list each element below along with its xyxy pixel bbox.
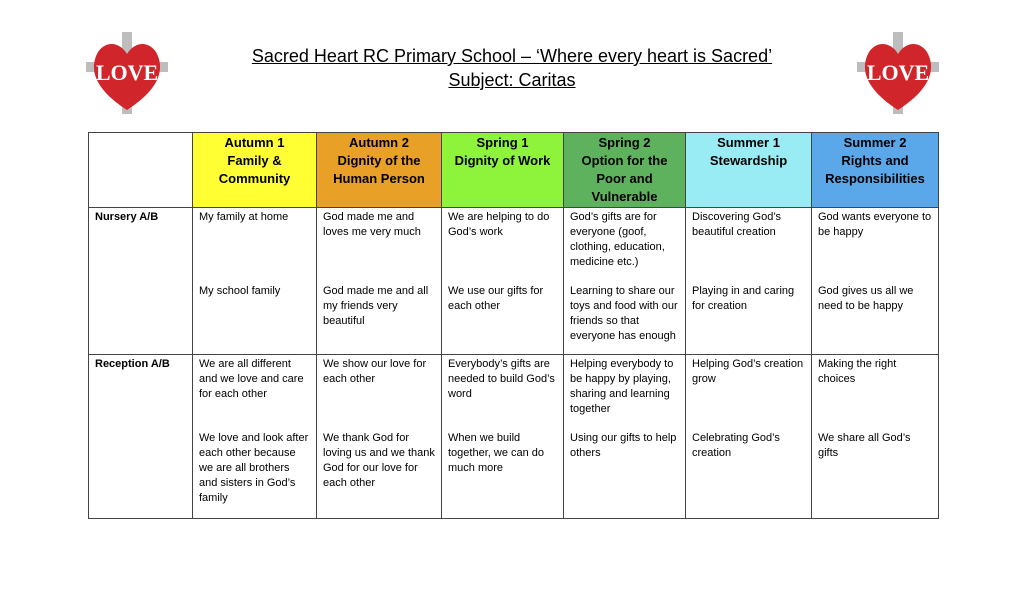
row-label-nursery: Nursery A/B bbox=[89, 208, 193, 355]
table-cell: Making the right choices We share all God’s gifts bbox=[812, 355, 939, 519]
header-cell-spring-2: Spring 2 Option for the Poor and Vulnerable bbox=[564, 133, 686, 208]
table-header-row bbox=[89, 133, 939, 208]
row-label-reception: Reception A/B bbox=[89, 355, 193, 519]
svg-text:LOVE: LOVE bbox=[866, 60, 930, 85]
table-cell: God’s gifts are for everyone (goof, clothing, education, medicine etc.) Learning to share our toys and food with our friends so that everyone has enough bbox=[564, 208, 686, 355]
header-cell-autumn-2: Autumn 2 Dignity of the Human Person bbox=[317, 133, 442, 208]
document-title: Sacred Heart RC Primary School – ‘Where every heart is Sacred’ bbox=[251, 46, 773, 66]
table-row-reception bbox=[89, 355, 939, 519]
svg-text:LOVE: LOVE bbox=[95, 60, 159, 85]
table-cell: My family at home My school family bbox=[193, 208, 317, 355]
table-cell: Helping everybody to be happy by playing, sharing and learning together Using our gifts to help others bbox=[564, 355, 686, 519]
curriculum-table bbox=[88, 132, 939, 519]
header-cell-spring-1: Spring 1 Dignity of Work bbox=[442, 133, 564, 208]
header-cell-blank bbox=[89, 133, 193, 208]
table-cell: Discovering God’s beautiful creation Playing in and caring for creation bbox=[686, 208, 812, 355]
table-row-nursery bbox=[89, 208, 939, 355]
table-cell: Helping God’s creation grow Celebrating God’s creation bbox=[686, 355, 812, 519]
table-cell: We show our love for each other We thank God for loving us and we thank God for our love for each other bbox=[317, 355, 442, 519]
header-cell-autumn-1: Autumn 1 Family & Community bbox=[193, 133, 317, 208]
table-cell: God made me and loves me very much God made me and all my friends very beautiful bbox=[317, 208, 442, 355]
header-cell-summer-2: Summer 2 Rights and Responsibilities bbox=[812, 133, 939, 208]
table-cell: God wants everyone to be happy God gives us all we need to be happy bbox=[812, 208, 939, 355]
table-cell: Everybody’s gifts are needed to build God’s word When we build together, we can do much more bbox=[442, 355, 564, 519]
header-cell-summer-1: Summer 1 Stewardship bbox=[686, 133, 812, 208]
table-cell: We are all different and we love and care for each other We love and look after each other because we are all brothers and sisters in God’s family bbox=[193, 355, 317, 519]
document-header bbox=[0, 44, 1024, 92]
table-cell: We are helping to do God’s work We use our gifts for each other bbox=[442, 208, 564, 355]
document-subject: Subject: Caritas bbox=[448, 70, 576, 90]
